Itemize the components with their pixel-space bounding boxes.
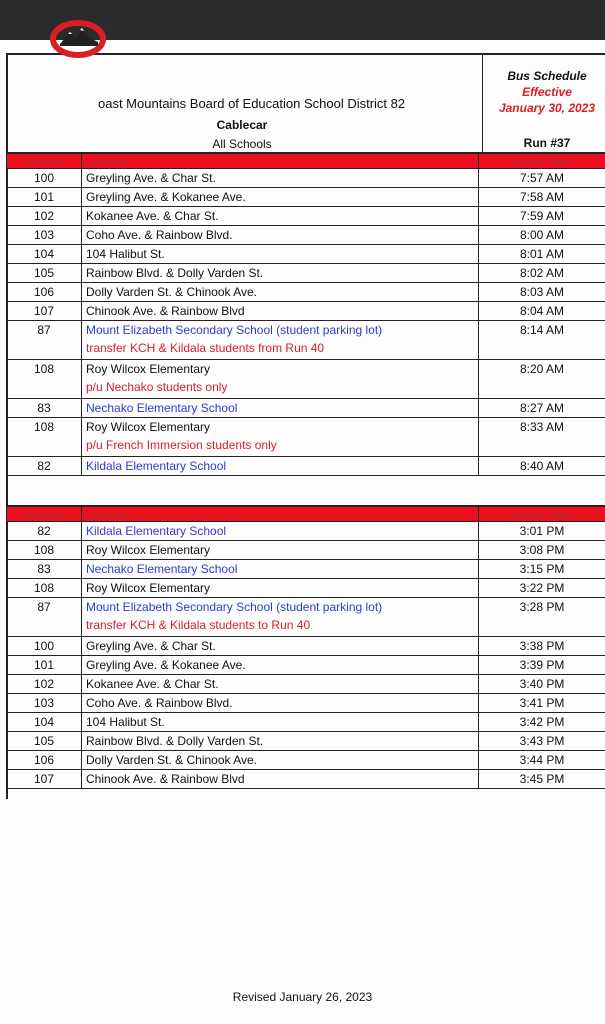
stop-number: 105 <box>6 732 81 750</box>
location-name: Coho Ave. & Rainbow Blvd. <box>86 696 233 710</box>
location-name: Roy Wilcox Elementary <box>86 581 211 595</box>
leave-time: 3:38 PM <box>478 637 605 655</box>
table-row <box>6 302 605 321</box>
leave-time: 3:41 PM <box>478 694 605 712</box>
table-row <box>6 675 605 694</box>
run-number: Run #37 <box>523 136 571 150</box>
stop-number: 101 <box>6 188 81 206</box>
location-name: Kokanee Ave. & Char St. <box>86 677 219 691</box>
stop-number: 107 <box>6 770 81 788</box>
table-row <box>6 399 605 418</box>
stop-number: 87 <box>6 321 81 359</box>
stop-number: 108 <box>6 541 81 559</box>
effective-date: January 30, 2023 <box>498 101 596 115</box>
leave-time: 7:57 AM <box>478 169 605 187</box>
stop-location <box>81 226 478 244</box>
stop-number: 108 <box>6 418 81 456</box>
location-name: Rainbow Blvd. & Dolly Varden St. <box>86 266 264 280</box>
table-row <box>6 245 605 264</box>
schedule-title: Bus Schedule <box>507 69 587 83</box>
stop-number: 106 <box>6 751 81 769</box>
location-name: Greyling Ave. & Char St. <box>86 639 216 653</box>
location-note: transfer KCH & Kildala students to Run 40 <box>86 618 311 632</box>
leave-time: 7:58 AM <box>478 188 605 206</box>
table-row <box>6 560 605 579</box>
table-row <box>6 188 605 207</box>
location-name: Chinook Ave. & Rainbow Blvd <box>86 772 245 786</box>
district-logo-icon <box>50 20 108 58</box>
location-name: Roy Wilcox Elementary <box>86 420 211 434</box>
stop-location <box>81 637 478 655</box>
stop-number: 108 <box>6 360 81 398</box>
location-name: Greyling Ave. & Char St. <box>86 171 216 185</box>
stop-number: 105 <box>6 264 81 282</box>
leave-time: 3:39 PM <box>478 656 605 674</box>
afternoon-table <box>6 505 605 789</box>
leave-time: 8:02 AM <box>478 264 605 282</box>
location-name: 104 Halibut St. <box>86 715 165 729</box>
stop-number: 103 <box>6 226 81 244</box>
stop-number: 82 <box>6 522 81 540</box>
table-row <box>6 264 605 283</box>
leave-time: 8:40 AM <box>478 457 605 475</box>
stop-location <box>81 560 478 578</box>
location-name: Kildala Elementary School <box>86 524 227 538</box>
stop-location <box>81 713 478 731</box>
table-row <box>6 169 605 188</box>
stop-location <box>81 598 478 636</box>
table-row <box>6 770 605 789</box>
stop-location <box>81 302 478 320</box>
stop-number: 106 <box>6 283 81 301</box>
stop-location <box>81 675 478 693</box>
location-name: Dolly Varden St. & Chinook Ave. <box>86 753 257 767</box>
schools-label: All Schools <box>212 137 272 151</box>
column-header-stop: Stop No <box>6 154 81 168</box>
leave-time: 8:20 AM <box>478 360 605 398</box>
stop-number: 82 <box>6 457 81 475</box>
leave-time: 3:01 PM <box>478 522 605 540</box>
leave-time: 3:43 PM <box>478 732 605 750</box>
location-note: p/u French Immersion students only <box>86 438 277 452</box>
location-name: Coho Ave. & Rainbow Blvd. <box>86 228 233 242</box>
leave-time: 3:42 PM <box>478 713 605 731</box>
location-name: Chinook Ave. & Rainbow Blvd <box>86 304 245 318</box>
location-note: p/u Nechako students only <box>86 380 228 394</box>
table-row <box>6 226 605 245</box>
table-row <box>6 522 605 541</box>
location-note: transfer KCH & Kildala students from Run 40 <box>86 341 325 355</box>
stop-location <box>81 360 478 398</box>
leave-time: 8:01 AM <box>478 245 605 263</box>
table-row <box>6 360 605 399</box>
stop-location <box>81 770 478 788</box>
stop-location <box>81 522 478 540</box>
location-name: Nechako Elementary School <box>86 562 238 576</box>
leave-time: 3:08 PM <box>478 541 605 559</box>
table-row <box>6 598 605 637</box>
leave-time: 7:59 AM <box>478 207 605 225</box>
stop-location <box>81 694 478 712</box>
leave-time: 8:27 AM <box>478 399 605 417</box>
stop-location <box>81 418 478 456</box>
stop-number: 101 <box>6 656 81 674</box>
leave-time: 3:44 PM <box>478 751 605 769</box>
column-header-stop: Stop No <box>6 507 81 521</box>
location-name: Kokanee Ave. & Char St. <box>86 209 219 223</box>
stop-location <box>81 321 478 359</box>
table-row <box>6 321 605 360</box>
table-row <box>6 207 605 226</box>
stop-location <box>81 399 478 417</box>
table-row <box>6 418 605 457</box>
leave-time: 8:03 AM <box>478 283 605 301</box>
stop-number: 104 <box>6 245 81 263</box>
table-row <box>6 732 605 751</box>
header-divider <box>482 55 483 155</box>
column-header-location: Location <box>81 507 478 521</box>
morning-table <box>6 152 605 476</box>
leave-time: 3:40 PM <box>478 675 605 693</box>
location-name: Rainbow Blvd. & Dolly Varden St. <box>86 734 264 748</box>
location-name: Roy Wilcox Elementary <box>86 543 211 557</box>
leave-time: 3:15 PM <box>478 560 605 578</box>
stop-location <box>81 245 478 263</box>
stop-location <box>81 283 478 301</box>
stop-location <box>81 732 478 750</box>
leave-time: 8:04 AM <box>478 302 605 320</box>
stop-number: 108 <box>6 579 81 597</box>
stop-number: 100 <box>6 637 81 655</box>
stop-location <box>81 264 478 282</box>
location-name: Nechako Elementary School <box>86 401 238 415</box>
location-name: 104 Halibut St. <box>86 247 165 261</box>
table-row <box>6 457 605 476</box>
column-header-time: Leave Time <box>478 154 605 168</box>
leave-time: 3:45 PM <box>478 770 605 788</box>
stop-location <box>81 457 478 475</box>
stop-number: 104 <box>6 713 81 731</box>
location-name: Mount Elizabeth Secondary School (student parking lot) <box>86 323 383 337</box>
stop-location <box>81 207 478 225</box>
column-header-location: Location <box>81 154 478 168</box>
stop-number: 102 <box>6 675 81 693</box>
location-name: Dolly Varden St. & Chinook Ave. <box>86 285 257 299</box>
table-row <box>6 656 605 675</box>
stop-number: 83 <box>6 399 81 417</box>
leave-time: 3:22 PM <box>478 579 605 597</box>
stop-number: 83 <box>6 560 81 578</box>
table-header <box>6 152 605 169</box>
column-header-time: Leave Time <box>478 507 605 521</box>
stop-number: 87 <box>6 598 81 636</box>
leave-time: 3:28 PM <box>478 598 605 636</box>
stop-number: 100 <box>6 169 81 187</box>
leave-time: 8:33 AM <box>478 418 605 456</box>
stop-location <box>81 579 478 597</box>
table-row <box>6 713 605 732</box>
table-row <box>6 694 605 713</box>
location-name: Greyling Ave. & Kokanee Ave. <box>86 190 246 204</box>
stop-number: 102 <box>6 207 81 225</box>
stop-location <box>81 541 478 559</box>
location-name: Mount Elizabeth Secondary School (student parking lot) <box>86 600 383 614</box>
location-name: Greyling Ave. & Kokanee Ave. <box>86 658 246 672</box>
schedule-title-block <box>488 68 605 116</box>
stop-number: 107 <box>6 302 81 320</box>
revised-note: Revised January 26, 2023 <box>232 990 373 1004</box>
location-name: Roy Wilcox Elementary <box>86 362 211 376</box>
leave-time: 8:14 AM <box>478 321 605 359</box>
effective-label: Effective <box>522 85 572 99</box>
org-name: oast Mountains Board of Education School District 82 <box>98 96 406 111</box>
stop-location <box>81 169 478 187</box>
table-row <box>6 283 605 302</box>
table-row <box>6 751 605 770</box>
leave-time: 8:00 AM <box>478 226 605 244</box>
table-row <box>6 541 605 560</box>
location-name: Kildala Elementary School <box>86 459 227 473</box>
table-header <box>6 505 605 522</box>
table-row <box>6 637 605 656</box>
stop-location <box>81 656 478 674</box>
table-row <box>6 579 605 598</box>
stop-number: 103 <box>6 694 81 712</box>
route-name: Cablecar <box>216 118 268 132</box>
stop-location <box>81 751 478 769</box>
stop-location <box>81 188 478 206</box>
